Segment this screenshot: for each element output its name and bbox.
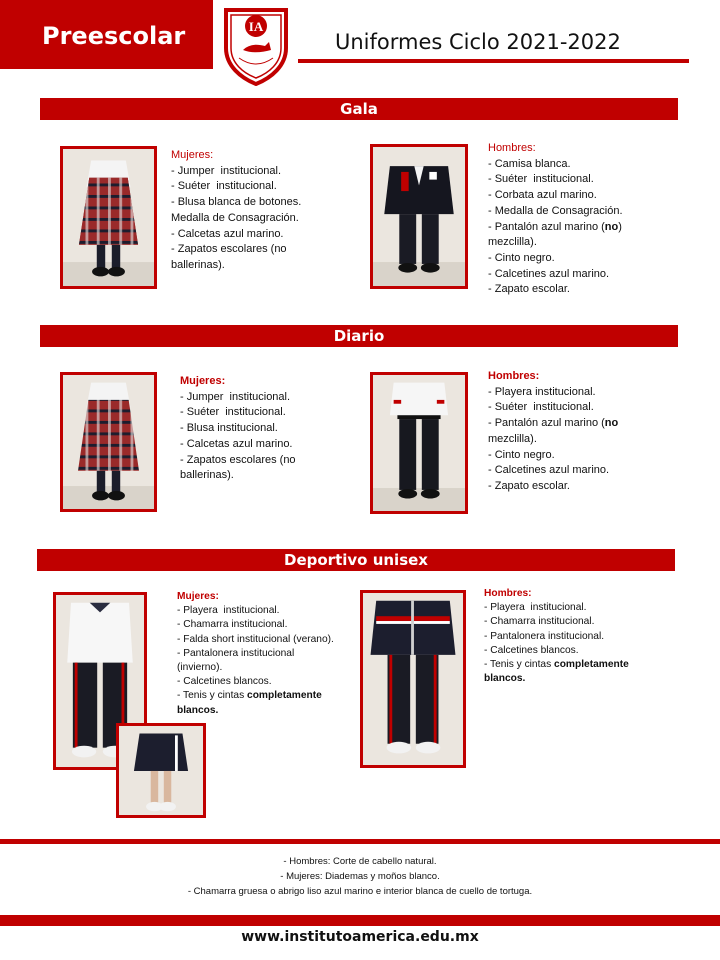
list-item: - Chamarra institucional. bbox=[484, 616, 595, 628]
title-underline bbox=[298, 59, 689, 63]
list-item: ballerinas). bbox=[171, 258, 225, 271]
diario-women-photo bbox=[60, 372, 157, 512]
list-item: - Corbata azul marino. bbox=[488, 189, 597, 202]
boy-polo-uniform-photo-icon bbox=[373, 375, 465, 511]
list-item: - Playera institucional. bbox=[177, 605, 280, 617]
note-line: - Mujeres: Diademas y moños blanco. bbox=[280, 871, 440, 882]
list-item: - Calcetas azul marino. bbox=[180, 437, 293, 450]
list-item: - Calcetines azul marino. bbox=[488, 267, 610, 280]
gala-men-photo bbox=[370, 144, 468, 289]
list-item bbox=[484, 672, 684, 686]
list-item: - Pantalonera institucional. bbox=[484, 630, 605, 642]
sport-skirt-photo-icon bbox=[119, 726, 203, 815]
note-line: - Hombres: Corte de cabello natural. bbox=[283, 856, 437, 867]
list-item: - Blusa blanca de botones. bbox=[171, 196, 302, 209]
list-item: - Zapatos escolares (no bbox=[171, 243, 287, 256]
website-link[interactable]: www.institutoamerica.edu.mx bbox=[241, 929, 479, 945]
list-item: - Suéter institucional. bbox=[180, 406, 286, 419]
section-title-deportivo: Deportivo unisex bbox=[284, 551, 428, 569]
list-item bbox=[488, 416, 688, 432]
list-item: - Pantalón azul marino (no) bbox=[488, 220, 622, 233]
bold-text: completamente bbox=[554, 659, 629, 671]
list-item-text: - Pantalón azul marino ( bbox=[488, 220, 605, 233]
level-label: Preescolar bbox=[42, 22, 186, 50]
deportivo-men-photo bbox=[360, 590, 466, 768]
bold-text: no bbox=[604, 417, 619, 430]
diario-men-heading: Hombres: bbox=[488, 370, 540, 382]
list-item: - Playera institucional. bbox=[484, 602, 587, 614]
footer-notes bbox=[0, 854, 720, 899]
level-banner bbox=[0, 0, 213, 69]
diario-women-heading: Mujeres: bbox=[180, 375, 226, 387]
list-item: - Jumper institucional. bbox=[180, 390, 291, 403]
list-item: - Zapato escolar. bbox=[488, 479, 570, 492]
list-item: - Suéter institucional. bbox=[488, 401, 594, 414]
bold-text: blancos. bbox=[484, 673, 526, 685]
girl-jumper-uniform-photo-icon bbox=[63, 375, 154, 509]
section-title-diario: Diario bbox=[333, 327, 385, 345]
list-item: - Falda short institucional (verano). bbox=[177, 633, 334, 645]
deportivo-women-list bbox=[177, 590, 357, 718]
gala-women-photo bbox=[60, 146, 157, 289]
gala-women-list bbox=[171, 148, 351, 274]
list-item: Medalla de Consagración. bbox=[171, 211, 299, 224]
list-item bbox=[177, 689, 357, 703]
list-item bbox=[177, 704, 357, 718]
list-item: - Jumper institucional. bbox=[171, 164, 282, 177]
list-item bbox=[484, 658, 684, 672]
footer-bottom-rule bbox=[0, 915, 720, 926]
list-item: - Zapato escolar. bbox=[488, 283, 570, 296]
list-item-text: - Pantalón azul marino ( bbox=[488, 417, 605, 430]
list-item: - Cinto negro. bbox=[488, 448, 555, 461]
document-title: Uniformes Ciclo 2021-2022 bbox=[335, 30, 621, 54]
list-item: ballerinas). bbox=[180, 469, 234, 482]
list-item: - Calcetines blancos. bbox=[484, 644, 579, 656]
list-item: - Camisa blanca. bbox=[488, 157, 571, 170]
gala-women-heading: Mujeres: bbox=[171, 149, 214, 161]
list-item: - Pantalonera institucional bbox=[177, 647, 295, 659]
list-item: - Suéter institucional. bbox=[488, 173, 594, 186]
list-item: mezclilla). bbox=[488, 432, 537, 445]
bold-text: no bbox=[604, 220, 619, 233]
list-item: - Chamarra institucional. bbox=[177, 619, 288, 631]
list-item: - Blusa institucional. bbox=[180, 422, 278, 435]
list-item: - Cinto negro. bbox=[488, 251, 555, 264]
section-bar-deportivo bbox=[37, 549, 675, 571]
section-bar-diario bbox=[40, 325, 678, 347]
girl-jumper-uniform-photo-icon bbox=[63, 149, 154, 286]
list-item: - Zapatos escolares (no bbox=[180, 453, 296, 466]
school-shield-icon bbox=[221, 6, 291, 86]
deportivo-women-heading: Mujeres: bbox=[177, 591, 219, 602]
gala-men-list bbox=[488, 141, 688, 298]
gala-men-heading: Hombres: bbox=[488, 142, 536, 154]
boy-gala-uniform-photo-icon bbox=[373, 147, 465, 286]
svg-text:IA: IA bbox=[248, 19, 264, 34]
deportivo-women-inset-photo bbox=[116, 723, 206, 818]
list-item: - Playera institucional. bbox=[488, 385, 596, 398]
section-bar-gala bbox=[40, 98, 678, 120]
list-item-text: - Tenis y cintas bbox=[177, 690, 248, 702]
note-line: - Chamarra gruesa o abrigo liso azul marino e interior blanca de cuello de tortuga. bbox=[187, 886, 533, 897]
deportivo-men-list bbox=[484, 587, 684, 686]
list-item: (invierno). bbox=[177, 662, 223, 674]
list-item: - Suéter institucional. bbox=[171, 180, 277, 193]
bold-text: blancos. bbox=[177, 704, 219, 716]
diario-women-list bbox=[180, 374, 355, 484]
boy-sport-uniform-photo-icon bbox=[363, 593, 463, 765]
school-logo bbox=[221, 6, 291, 86]
list-item: - Calcetines blancos. bbox=[177, 676, 272, 688]
diario-men-list bbox=[488, 369, 688, 495]
diario-men-photo bbox=[370, 372, 468, 514]
list-item: - Calcetines azul marino. bbox=[488, 464, 610, 477]
list-item-text: - Tenis y cintas bbox=[484, 659, 555, 671]
list-item: - Medalla de Consagración. bbox=[488, 204, 623, 217]
section-title-gala: Gala bbox=[340, 100, 378, 118]
bold-text: completamente bbox=[247, 690, 322, 702]
list-item: mezclilla). bbox=[488, 236, 537, 249]
footer-top-rule bbox=[0, 839, 720, 844]
deportivo-men-heading: Hombres: bbox=[484, 588, 532, 599]
list-item: - Calcetas azul marino. bbox=[171, 227, 284, 240]
